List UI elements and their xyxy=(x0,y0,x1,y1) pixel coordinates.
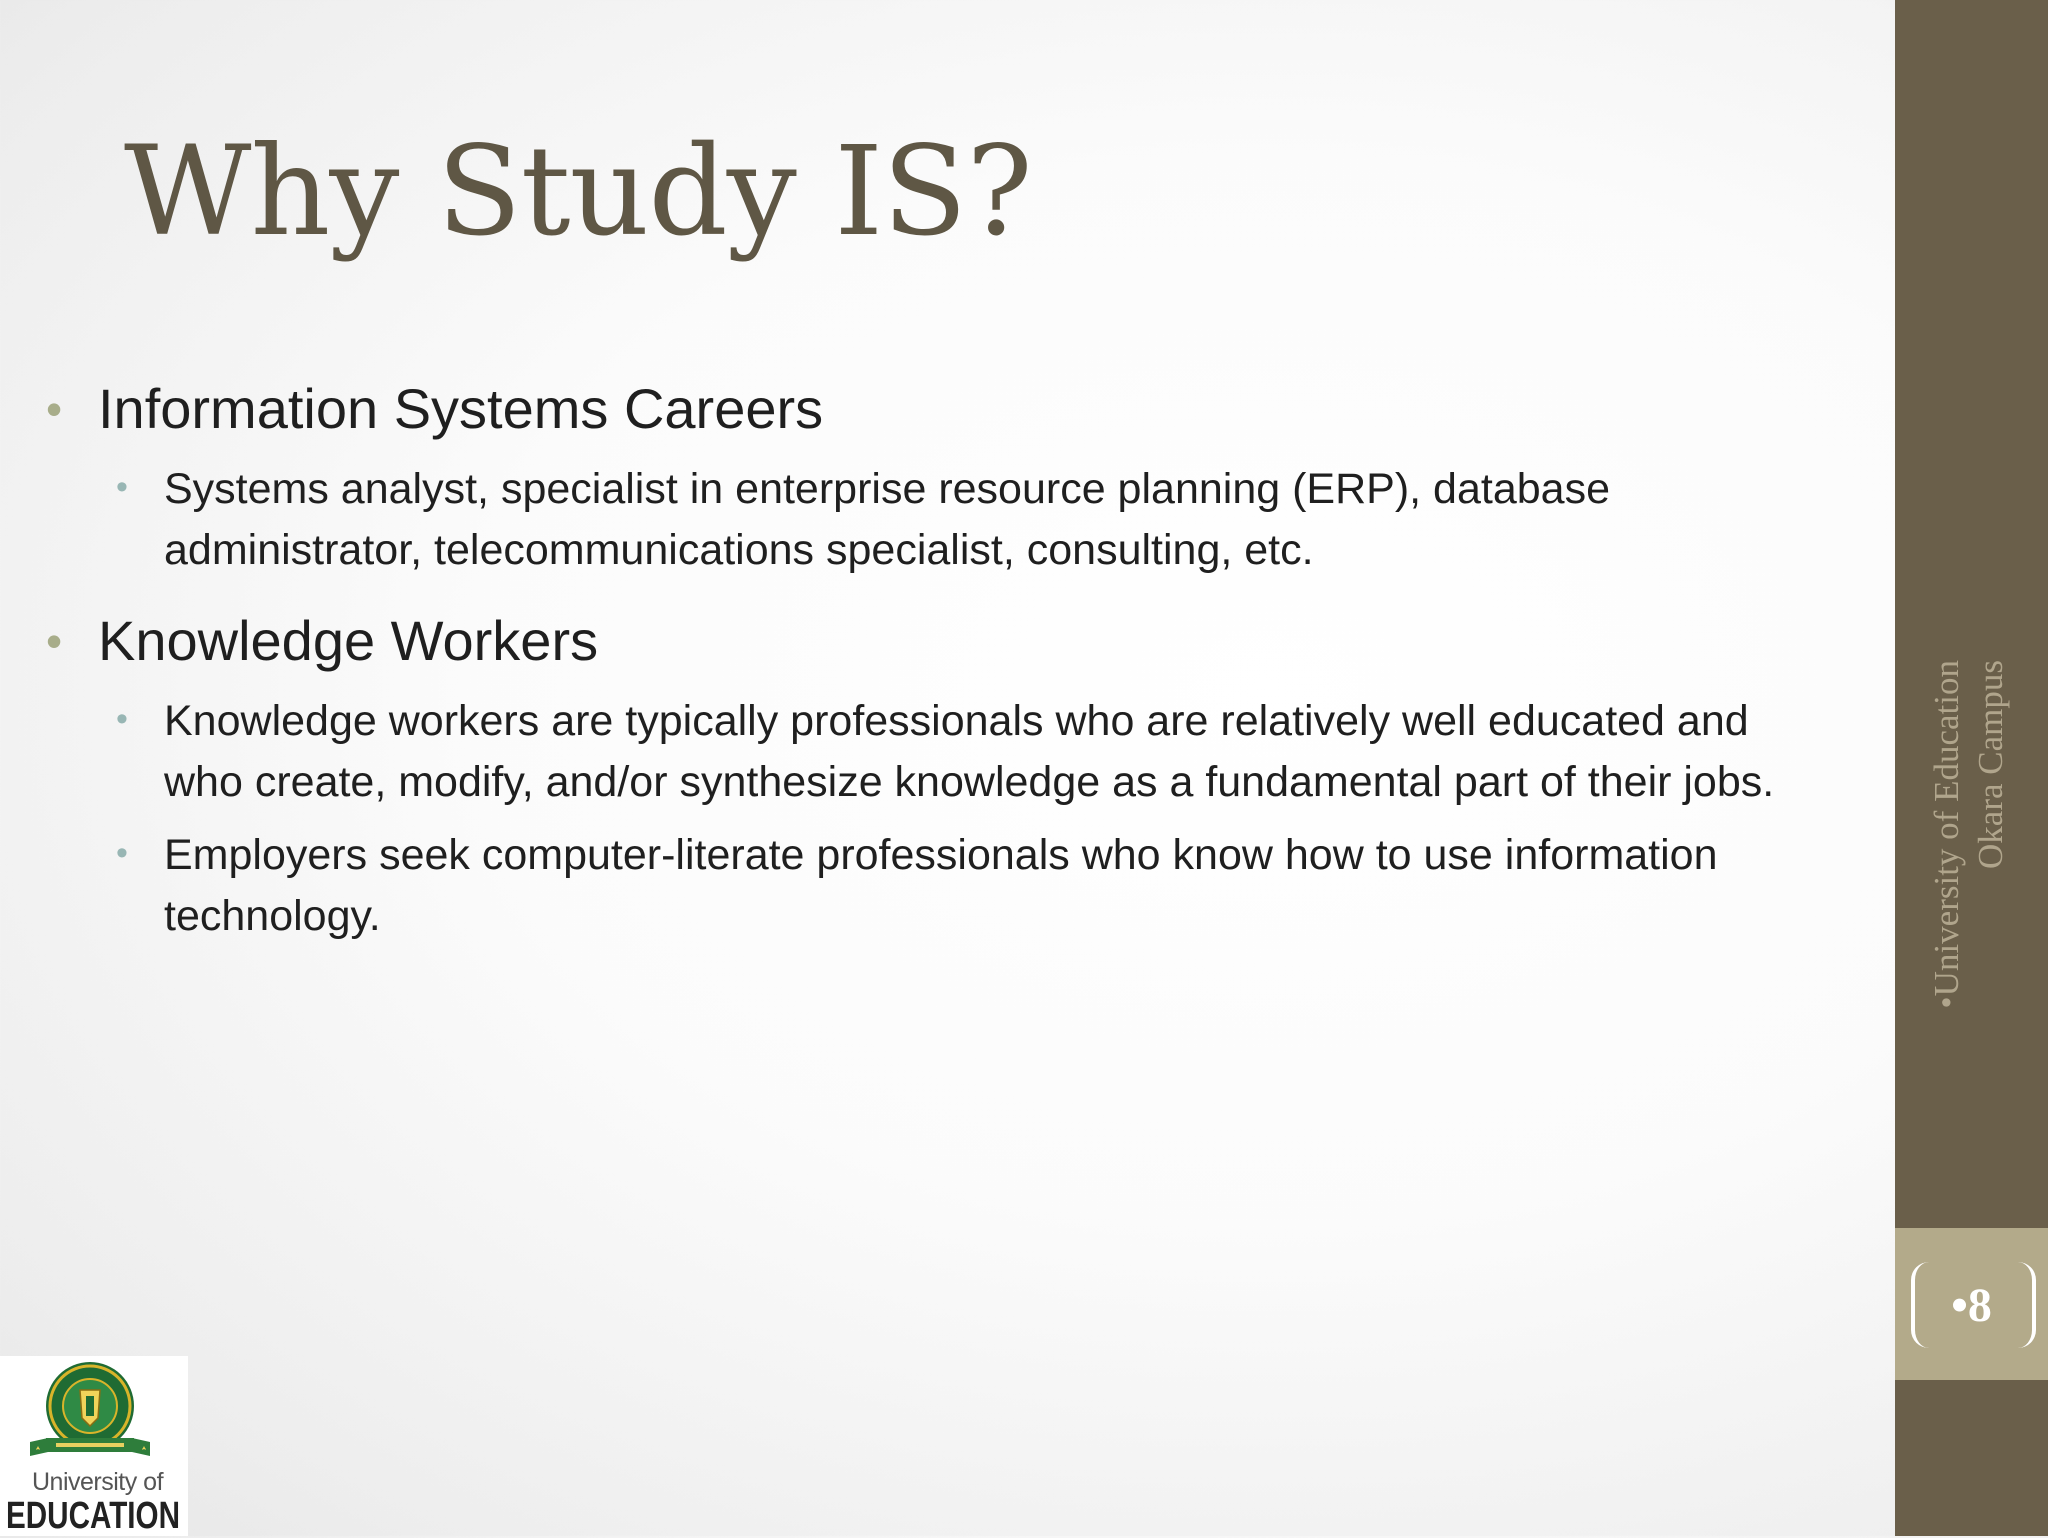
bullet-dot-icon: • xyxy=(46,383,63,435)
section-careers xyxy=(46,375,1836,581)
sidebar-line-1: •University of Education xyxy=(1927,660,1966,1009)
page-number-box xyxy=(1895,1228,2048,1380)
university-seal-icon xyxy=(28,1360,158,1470)
sub-bullet-text: Systems analyst, specialist in enterprise resource planning (ERP), database administrator, telecommunications specialist, consulting, etc. xyxy=(164,465,1610,574)
bullet-dot-icon: • xyxy=(116,834,128,872)
logo-text-line-1: University of xyxy=(32,1468,164,1496)
sub-bullet-text: Employers seek computer-literate professionals who know how to use information technology. xyxy=(164,831,1718,940)
logo-text-line-2: EDUCATION xyxy=(6,1495,181,1537)
bullet-heading xyxy=(46,607,1836,675)
bullet-heading-text: Knowledge Workers xyxy=(98,609,599,672)
slide-title: Why Study IS? xyxy=(124,120,1032,264)
section-knowledge-workers xyxy=(46,607,1836,947)
sub-bullet xyxy=(116,825,1836,947)
sub-bullet xyxy=(116,691,1836,813)
page-number: •8 xyxy=(1951,1279,1992,1332)
bullet-dot-icon: • xyxy=(116,700,128,738)
sidebar-campus-label xyxy=(1925,660,2013,1110)
sidebar-line-2: Okara Campus xyxy=(1971,660,2010,869)
bullet-heading xyxy=(46,375,1836,443)
bullet-dot-icon: • xyxy=(46,615,63,667)
slide-body xyxy=(46,375,1836,973)
sub-bullet xyxy=(116,459,1836,581)
bullet-heading-text: Information Systems Careers xyxy=(98,377,824,440)
bullet-dot-icon: • xyxy=(116,468,128,506)
sub-bullet-text: Knowledge workers are typically professionals who are relatively well educated and who create, modify, and/or synthesize knowledge as a fundamental part of their jobs. xyxy=(164,697,1775,806)
